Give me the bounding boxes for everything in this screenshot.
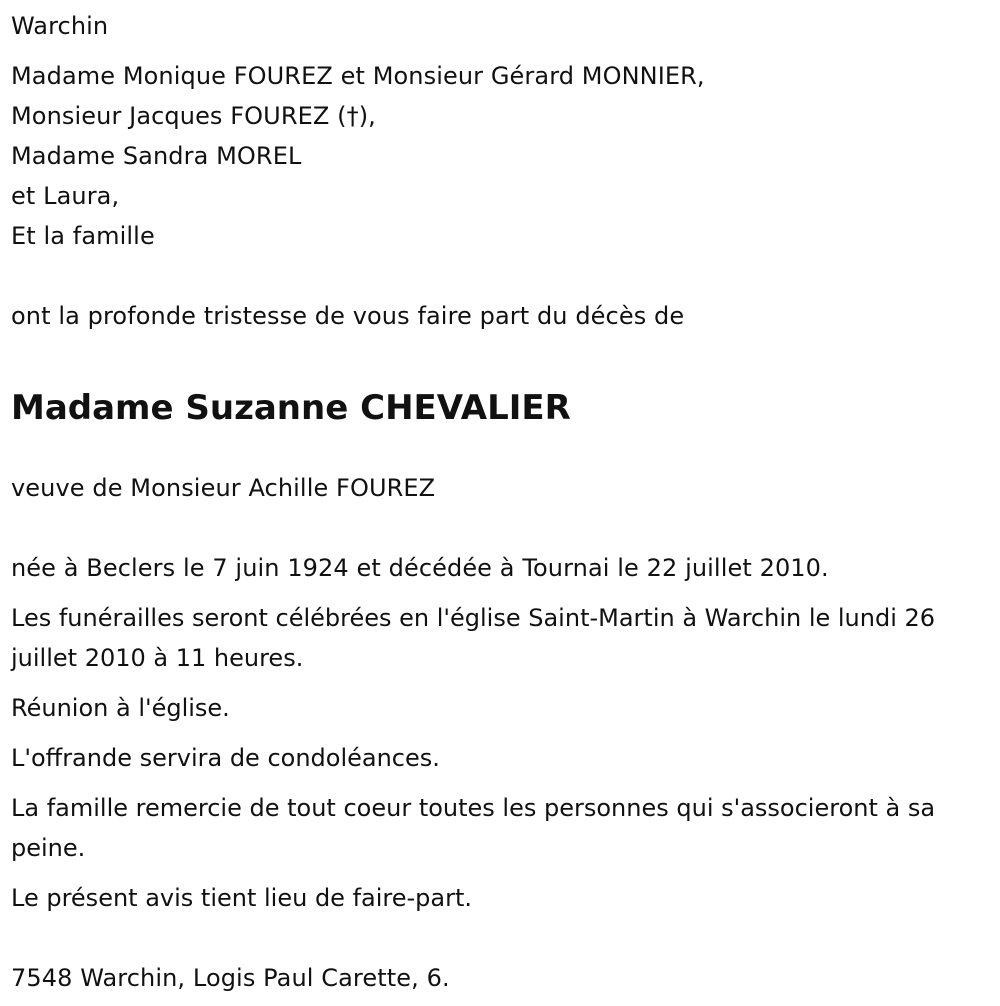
notice-text: Le présent avis tient lieu de faire-part.	[11, 884, 473, 912]
meeting-text: Réunion à l'église.	[11, 694, 230, 722]
town-name: Warchin	[11, 12, 109, 40]
birth-death-text: née à Beclers le 7 juin 1924 et décédée à Tournai le 22 juillet 2010.	[11, 554, 829, 582]
family-member-1: Madame Monique FOUREZ et Monsieur Gérard MONNIER,	[11, 62, 705, 90]
announcement-text: ont la profonde tristesse de vous faire part du décès de	[11, 302, 685, 330]
family-member-4: et Laura,	[11, 182, 120, 210]
funeral-details: Les funérailles seront célébrées en l'église Saint-Martin à Warchin le lundi 26 juillet 2010 à 11 heures.	[11, 604, 936, 672]
thanks-text: La famille remercie de tout coeur toutes les personnes qui s'associeront à sa peine.	[11, 794, 936, 862]
offering-text: L'offrande servira de condoléances.	[11, 744, 440, 772]
deceased-name: Madame Suzanne CHEVALIER	[11, 388, 571, 428]
widow-of-text: veuve de Monsieur Achille FOUREZ	[11, 474, 436, 502]
obituary-notice	[11, 6, 991, 998]
family-member-2: Monsieur Jacques FOUREZ (†),	[11, 102, 376, 130]
family-member-5: Et la famille	[11, 222, 155, 250]
address-text: 7548 Warchin, Logis Paul Carette, 6.	[11, 964, 450, 992]
family-member-3: Madame Sandra MOREL	[11, 142, 302, 170]
